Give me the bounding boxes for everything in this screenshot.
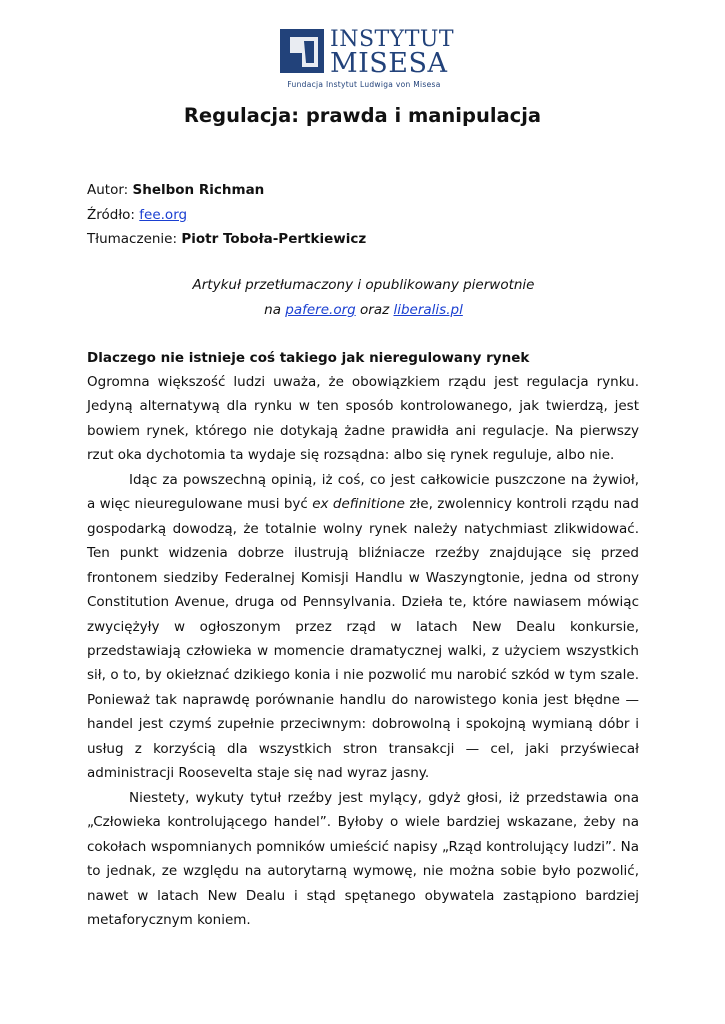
paragraph-2: [87, 468, 639, 786]
logo-line-1: INSTYTUT: [330, 27, 455, 52]
logo: [278, 24, 455, 94]
article-meta: [87, 178, 647, 252]
author-line: [87, 178, 647, 203]
note-prefix: na: [264, 301, 286, 318]
institute-emblem-icon: [278, 27, 326, 75]
author-label: Autor:: [87, 182, 133, 198]
note-middle: oraz: [355, 301, 394, 318]
paragraph-2-emphasis: ex definitione: [312, 496, 405, 513]
logo-subtitle: Fundacja Instytut Ludwiga von Misesa: [287, 80, 441, 89]
article-body: [87, 370, 639, 932]
translation-label: Tłumaczenie:: [87, 231, 182, 247]
section-heading: Dlaczego nie istnieje coś takiego jak nieregulowany rynek: [87, 350, 530, 366]
author-name: Shelbon Richman: [132, 182, 265, 198]
logo-line-2: MISESA: [330, 48, 448, 79]
paragraph-2-part-b: złe, zwolennicy kontroli rządu nad gospodarką dowodzą, że totalnie wolny rynek należy natychmiast zlikwidować. Ten punkt widzenia dobrze ilustrują bliźniacze rzeźby znajdujące się przed frontonem siedziby Federalnej Komisji Handlu w Waszyngtonie, jedna od strony Constitution Avenue, druga od Pennsylvania. Dzieła te, które nawiasem mówiąc zwyciężyły w ogłoszonym przez rząd w latach New Dealu konkursie, przedstawiają człowieka w momencie dramatycznej walki, z użyciem wszystkich sił, o to, by okiełznać dzikiego konia i nie pozwolić mu narobić szkód w tym szale. Ponieważ tak naprawdę porównanie handlu do narowistego konia jest błędne — handel jest czymś zupełnie przeciwnym: dobrowolną i spokojną wymianą dóbr i usług z korzyścią dla wszystkich stron transakcji — cel, jaki przyświecał administracji Roosevelta staje się nad wyraz jasny.: [87, 496, 640, 782]
paragraph-2-part-a: Idąc za powszechną opinią, iż coś, co jest całkowicie puszczone na żywioł, a więc nieuregulowane musi być: [87, 471, 639, 513]
publication-note: [87, 273, 640, 322]
page-title: Regulacja: prawda i manipulacja: [183, 104, 542, 127]
paragraph-3: Niestety, wykuty tytuł rzeźby jest mylący, gdyż głosi, iż przedstawia ona „Człowieka kontrolującego handel”. Byłoby o wiele bardziej wskazane, żeby na cokołach wspomnianych pomników umieścić napisy „Rząd kontrolujący ludzi”. Na to jednak, ze względu na autorytarną wymowę, nie można sobie było pozwolić, nawet w latach New Dealu i stąd spętanego obywatela zastąpiono bardziej metaforycznym koniem.: [87, 789, 639, 928]
publication-note-line-2: [87, 298, 640, 323]
source-line: [87, 203, 647, 228]
translator-name: Piotr Toboła-Pertkiewicz: [181, 231, 367, 247]
paragraph-1: Ogromna większość ludzi uważa, że obowiązkiem rządu jest regulacja rynku. Jedyną alternatywą dla rynku w ten sposób kontrolowanego, jak twierdzą, jest bowiem rynek, którego nie dotykają żadne prawidła ani regulacje. Na pierwszy rzut oka dychotomia ta wydaje się rozsądna: albo się rynek reguluje, albo nie.: [87, 374, 639, 464]
pafere-link[interactable]: pafere.org: [285, 301, 356, 318]
publication-note-line-1: Artykuł przetłumaczony i opublikowany pierwotnie: [192, 277, 535, 293]
translation-line: [87, 227, 647, 252]
source-link[interactable]: fee.org: [139, 206, 188, 223]
source-label: Źródło:: [87, 206, 140, 223]
liberalis-link[interactable]: liberalis.pl: [393, 301, 463, 318]
